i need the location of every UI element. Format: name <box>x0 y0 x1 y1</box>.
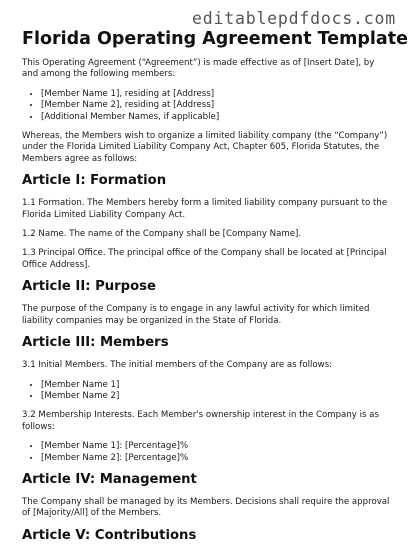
list-item: • [Member Name 1] <box>41 380 390 391</box>
list-item: • [Additional Member Names, if applicable] <box>41 112 390 123</box>
name-paragraph: 1.2 Name. The name of the Company shall be [Company Name]. <box>22 229 302 240</box>
list-item: • [Member Name 2] <box>41 391 390 402</box>
intro-paragraph: This Operating Agreement (“Agreement”) is made effective as of [Insert Date], by and among the following members: <box>22 58 375 80</box>
list-item: • [Member Name 2]: [Percentage]% <box>41 453 390 464</box>
member-list <box>22 89 390 123</box>
whereas-paragraph: Whereas, the Members wish to organize a limited liability company (the “Company”) under the Florida Limited Liability Company Act, Chapter 605, Florida Statutes, the Members agree as follows: <box>22 131 388 164</box>
management-paragraph: The Company shall be managed by its Members. Decisions shall require the approval of [Majority/All] of the Members. <box>22 496 390 519</box>
list-item: • [Member Name 2], residing at [Address] <box>41 100 390 111</box>
article-1-heading: Article I: Formation <box>22 173 167 189</box>
article-5-heading: Article V: Contributions <box>22 527 197 543</box>
membership-interests-paragraph: 3.2 Membership Interests. Each Member's ownership interest in the Company is as follows: <box>22 410 379 432</box>
formation-paragraph: 1.1 Formation. The Members hereby form a limited liability company pursuant to the Florida Limited Liability Company Act. <box>22 198 388 220</box>
article-3-heading: Article III: Members <box>22 335 169 351</box>
membership-interests-list <box>22 441 390 464</box>
initial-members-paragraph: 3.1 Initial Members. The initial members of the Company are as follows: <box>22 360 333 371</box>
purpose-paragraph: The purpose of the Company is to engage in any lawful activity for which limited liability companies may be organized in the State of Florida. <box>22 304 370 326</box>
principal-office-paragraph: 1.3 Principal Office. The principal office of the Company shall be located at [Principal Office Address]. <box>22 248 387 270</box>
site-watermark: editablepdfdocs.com <box>192 9 396 28</box>
list-item: • [Member Name 1], residing at [Address] <box>41 89 390 100</box>
initial-members-list <box>22 380 390 403</box>
article-4-heading: Article IV: Management <box>22 471 197 487</box>
article-2-heading: Article II: Purpose <box>22 279 156 295</box>
document-body <box>22 58 390 553</box>
list-item: • [Member Name 1]: [Percentage]% <box>41 441 390 452</box>
document-title: Florida Operating Agreement Template <box>22 29 408 49</box>
